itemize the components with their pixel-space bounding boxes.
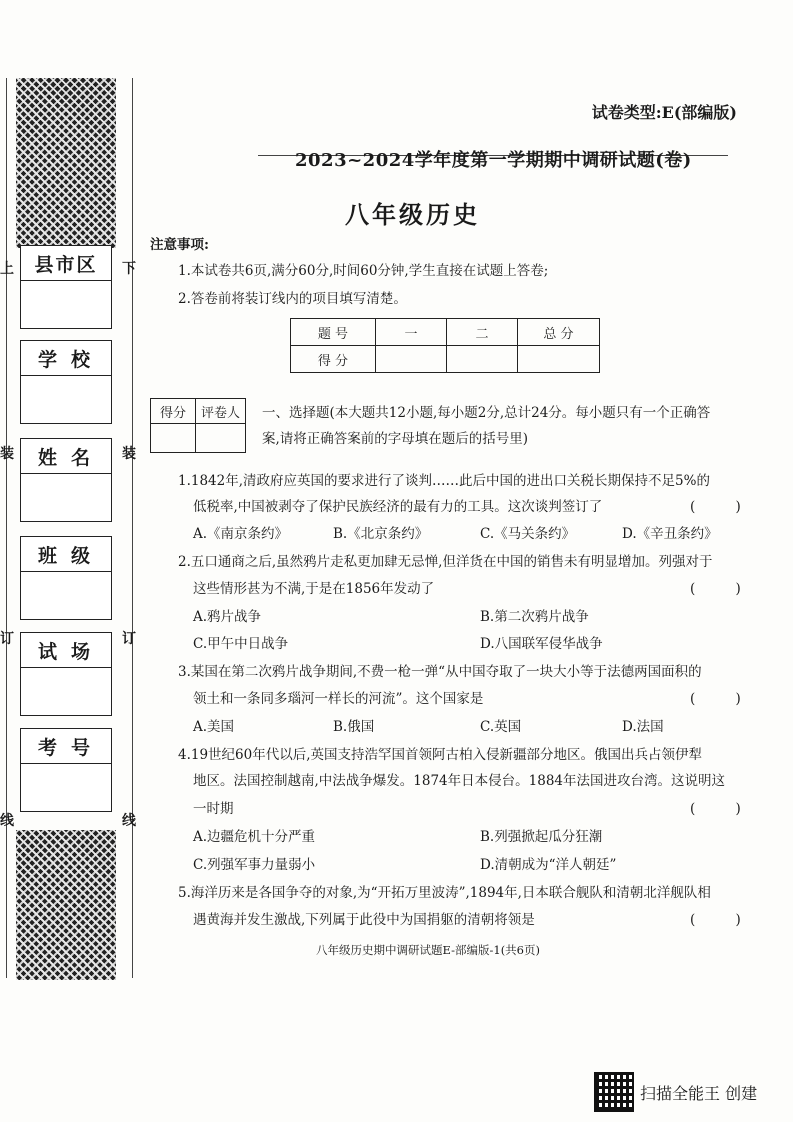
q3-answer-blank[interactable]: ( ) [690, 691, 759, 707]
q4-option-d[interactable]: D.清朝成为“洋人朝廷” [480, 857, 617, 873]
score-cell-1[interactable] [376, 346, 447, 373]
binding-pattern-bottom [16, 830, 116, 980]
edge-right-1: 下 [122, 261, 136, 277]
edge-left-3: 订 [0, 631, 14, 647]
q3-option-a[interactable]: A.美国 [193, 719, 235, 735]
q1-option-a[interactable]: A.《南京条约》 [193, 526, 289, 542]
field-school[interactable] [20, 340, 112, 424]
qr-code-icon [594, 1072, 634, 1112]
binding-line-left [6, 78, 7, 978]
q1-option-d[interactable]: D.《辛丑条约》 [622, 526, 718, 542]
page-footer: 八年级历史期中调研试题E-部编版-1(共6页) [316, 943, 540, 957]
q4-option-b[interactable]: B.列强掀起瓜分狂潮 [480, 829, 603, 845]
notice-item-2: 2.答卷前将装订线内的项目填写清楚。 [178, 291, 407, 307]
score-cell-total[interactable] [518, 346, 600, 373]
q4-line2: 地区。法国控制越南,中法战争爆发。1874年日本侵台。1884年法国进攻台湾。这说明这 [193, 773, 726, 789]
q2-answer-blank[interactable]: ( ) [690, 581, 759, 597]
watermark-text: 扫描全能王 创建 [640, 1084, 758, 1103]
grader-score-label: 得分 [151, 399, 196, 424]
q5-answer-blank[interactable]: ( ) [690, 912, 759, 928]
score-header-2: 二 [447, 319, 518, 346]
notice-heading: 注意事项: [150, 237, 209, 253]
q4-option-a[interactable]: A.边疆危机十分严重 [193, 829, 316, 845]
subject-title: 八年级历史 [345, 200, 480, 229]
grader-reviewer-label: 评卷人 [196, 399, 246, 424]
field-room[interactable] [20, 632, 112, 716]
score-header-1: 一 [376, 319, 447, 346]
field-name-label: 姓名 [21, 439, 111, 474]
field-school-label: 学校 [21, 341, 111, 376]
score-cell-2[interactable] [447, 346, 518, 373]
page-title: 2023~2024学年度第一学期期中调研试题(卷) [295, 150, 692, 171]
field-county[interactable] [20, 245, 112, 329]
binding-pattern-top [16, 78, 116, 248]
q5-line1: 5.海洋历来是各国争夺的对象,为“开拓万里波涛”,1894年,日本联合舰队和清朝北洋舰队相 [178, 885, 711, 901]
q3-line1: 3.某国在第二次鸦片战争期间,不费一枪一弹“从中国夺取了一块大小等于法德两国面积的 [178, 664, 702, 680]
q3-option-c[interactable]: C.英国 [480, 719, 522, 735]
edge-left-1: 上 [0, 261, 14, 277]
exam-type: 试卷类型:E(部编版) [591, 103, 737, 122]
score-row-label: 得 分 [291, 346, 376, 373]
q1-line1: 1.1842年,清政府应英国的要求进行了谈判……此后中国的进出口关税长期保持不足5%的 [178, 473, 710, 489]
section1-line2: 案,请将正确答案前的字母填在题后的括号里) [262, 431, 529, 447]
q4-option-c[interactable]: C.列强军事力量弱小 [193, 857, 316, 873]
edge-left-4: 线 [0, 813, 14, 829]
q3-option-b[interactable]: B.俄国 [333, 719, 375, 735]
q2-option-a[interactable]: A.鸦片战争 [193, 609, 262, 625]
notice-item-1: 1.本试卷共6页,满分60分,时间60分钟,学生直接在试题上答卷; [178, 263, 549, 279]
q2-line1: 2.五口通商之后,虽然鸦片走私更加肆无忌惮,但洋货在中国的销售未有明显增加。列强对于 [178, 554, 713, 570]
field-exam-number-label: 考号 [21, 729, 111, 764]
q4-line3: 一时期 [193, 801, 234, 817]
q2-option-c[interactable]: C.甲午中日战争 [193, 636, 289, 652]
q2-line2: 这些情形甚为不满,于是在1856年发动了 [193, 581, 435, 597]
q5-line2: 遇黄海并发生激战,下列属于此役中为国捐躯的清朝将领是 [193, 912, 535, 928]
section1-line1: 一、选择题(本大题共12小题,每小题2分,总计24分。每小题只有一个正确答 [262, 405, 711, 421]
edge-left-2: 装 [0, 446, 14, 462]
q3-line2: 领土和一条同多瑙河一样长的河流”。这个国家是 [193, 691, 484, 707]
field-class-label: 班级 [21, 537, 111, 572]
q2-option-b[interactable]: B.第二次鸦片战争 [480, 609, 589, 625]
q3-option-d[interactable]: D.法国 [622, 719, 664, 735]
score-table [290, 318, 600, 373]
field-name[interactable] [20, 438, 112, 522]
edge-right-3: 订 [122, 631, 136, 647]
edge-right-4: 线 [122, 813, 136, 829]
score-header-number: 题 号 [291, 319, 376, 346]
q1-answer-blank[interactable]: ( ) [690, 499, 759, 515]
q1-option-b[interactable]: B.《北京条约》 [333, 526, 429, 542]
grader-table [150, 398, 246, 453]
q2-option-d[interactable]: D.八国联军侵华战争 [480, 636, 603, 652]
field-exam-number[interactable] [20, 728, 112, 812]
q1-option-c[interactable]: C.《马关条约》 [480, 526, 576, 542]
q4-answer-blank[interactable]: ( ) [690, 801, 759, 817]
edge-right-2: 装 [122, 446, 136, 462]
field-county-label: 县市区 [21, 246, 111, 281]
q4-line1: 4.19世纪60年代以后,英国支持浩罕国首领阿古柏入侵新疆部分地区。俄国出兵占领伊犁 [178, 747, 703, 763]
q1-line2: 低税率,中国被剥夺了保护民族经济的最有力的工具。这次谈判签订了 [193, 499, 603, 515]
binding-line-right [132, 78, 133, 978]
score-header-total: 总 分 [518, 319, 600, 346]
field-room-label: 试场 [21, 633, 111, 668]
grader-score-cell[interactable] [151, 424, 196, 453]
grader-reviewer-cell[interactable] [196, 424, 246, 453]
field-class[interactable] [20, 536, 112, 620]
